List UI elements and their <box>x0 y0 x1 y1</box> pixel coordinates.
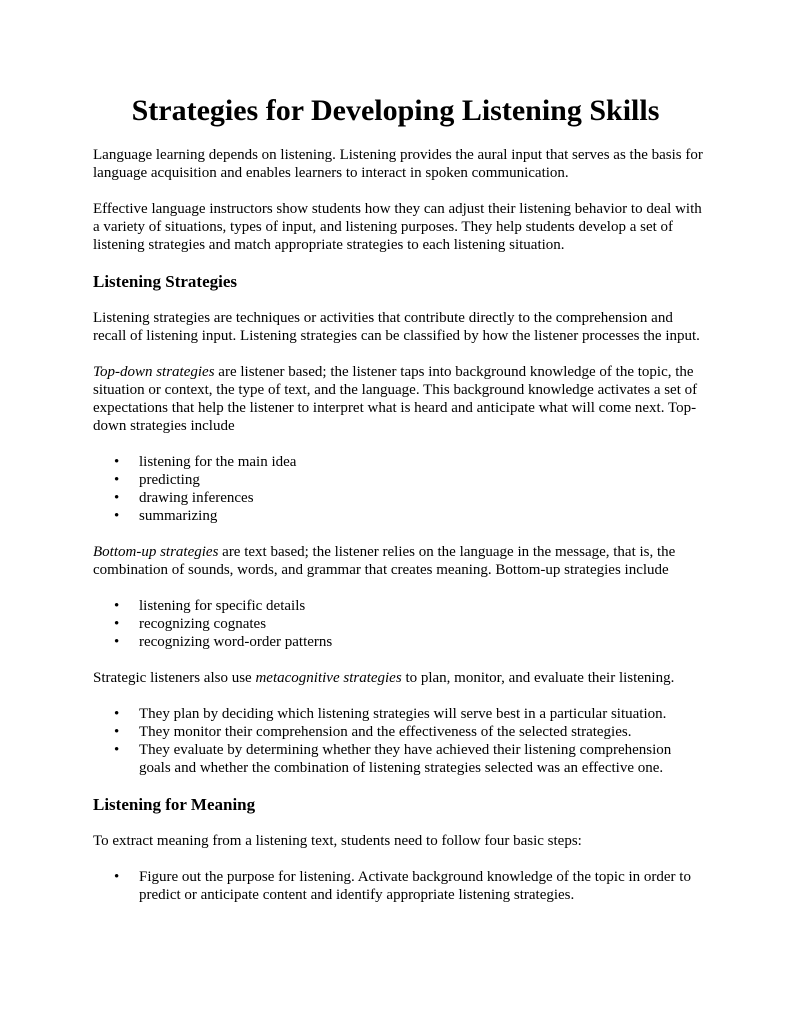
meaning-steps-list <box>93 868 703 904</box>
metacognitive-paragraph <box>93 669 703 687</box>
heading-listening-strategies: Listening Strategies <box>93 272 238 291</box>
list-item: • They plan by deciding which listening strategies will serve best in a particular situation. <box>93 705 703 723</box>
metacognitive-pre: Strategic listeners also use <box>93 670 256 686</box>
top-down-text: are listener based; the listener taps into background knowledge of the topic, the situation or context, the type of text, and the language. This background knowledge activates a set of expectations that help the listener to interpret what is heard and anticipate what will come next. Top-down strategies include <box>93 364 698 434</box>
heading-listening-for-meaning: Listening for Meaning <box>93 795 256 814</box>
page-title: Strategies for Developing Listening Skills <box>131 94 660 127</box>
list-item: • predicting <box>93 471 703 489</box>
metacognitive-term: metacognitive strategies <box>255 670 402 686</box>
list-item: • listening for the main idea <box>93 453 703 471</box>
meaning-paragraph: To extract meaning from a listening text, students need to follow four basic steps: <box>93 833 582 849</box>
metacognitive-list <box>93 705 703 777</box>
strategies-paragraph: Listening strategies are techniques or activities that contribute directly to the comprehension and recall of listening input. Listening strategies can be classified by how the listener processes the input. <box>93 310 700 344</box>
list-item: • They evaluate by determining whether they have achieved their listening comprehension goals and whether the combination of listening strategies selected was an effective one. <box>93 741 703 777</box>
bottom-up-text: are text based; the listener relies on the language in the message, that is, the combination of sounds, words, and grammar that creates meaning. Bottom-up strategies include <box>93 544 676 578</box>
bottom-up-term: Bottom-up strategies <box>93 544 219 560</box>
list-item: • Figure out the purpose for listening. Activate background knowledge of the topic in order to predict or anticipate content and identify appropriate listening strategies. <box>93 868 703 904</box>
top-down-list <box>93 453 703 525</box>
list-item: • recognizing word-order patterns <box>93 633 703 651</box>
bottom-up-paragraph <box>93 543 703 579</box>
intro-paragraph-1: Language learning depends on listening. Listening provides the aural input that serves as the basis for language acquisition and enables learners to interact in spoken communication. <box>93 147 703 181</box>
metacognitive-post: to plan, monitor, and evaluate their listening. <box>401 670 675 686</box>
list-item: • listening for specific details <box>93 597 703 615</box>
intro-paragraph-2: Effective language instructors show students how they can adjust their listening behavior to deal with a variety of situations, types of input, and listening purposes. They help students develop a set of listening strategies and match appropriate strategies to each listening situation. <box>93 201 702 253</box>
document-body <box>93 146 703 922</box>
bottom-up-list <box>93 597 703 651</box>
list-item: • They monitor their comprehension and the effectiveness of the selected strategies. <box>93 723 703 741</box>
list-item: • drawing inferences <box>93 489 703 507</box>
top-down-paragraph <box>93 363 703 435</box>
list-item: • summarizing <box>93 507 703 525</box>
top-down-term: Top-down strategies <box>93 364 215 380</box>
list-item: • recognizing cognates <box>93 615 703 633</box>
